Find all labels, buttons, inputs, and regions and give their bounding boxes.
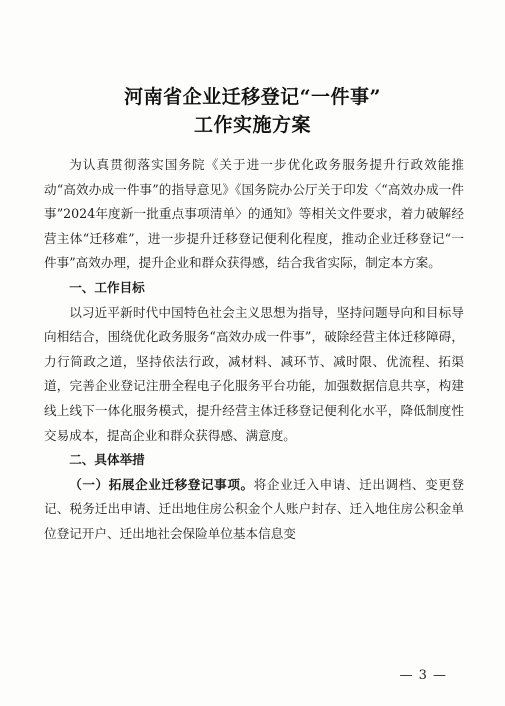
page-number: — 3 — [399,668,447,683]
section2-item1 [44,473,464,547]
section2-item1-label: （一）拓展企业迁移登记事项。 [69,476,254,492]
section1-paragraph: 以习近平新时代中国特色社会主义思想为指导，坚持问题导向和目标导向相结合，围绕优化政务服务“高效办成一件事”，破除经营主体迁移障碍，力行简政之道，坚持依法行政，减材料、减环节、减时限、优流程、拓渠道，完善企业登记注册全程电子化服务平台功能，加强数据信息共享，构建线上线下一体化服务模式，提升经营主体迁移登记便利化水平，降低制度性交易成本，提高企业和群众获得感、满意度。 [44,304,464,443]
section2-heading: 二、具体举措 [69,452,145,468]
section1-heading: 一、工作目标 [69,279,145,295]
document-title-line2: 工作实施方案 [193,114,311,136]
intro-paragraph: 为认真贯彻落实国务院《关于进一步优化政务服务提升行政效能推动“高效办成一件事”的指导意见》《国务院办公厅关于印发〈“高效办成一件事”2024年度新一批重点事项清单〉的通知》等相关文件要求，着力破解经营主体“迁移难”，进一步提升迁移登记便利化程度，推动企业迁移登记“一件事”高效办理，提升企业和群众获得感，结合我省实际，制定本方案。 [44,157,464,271]
document-title-line1: 河南省企业迁移登记“一件事” [124,86,381,108]
document-body [44,153,464,547]
section2-item1-text: 将企业迁入申请、迁出调档、变更登记、税务迁出申请、迁出地住房公积金个人账户封存、迁入地住房公积金单位登记开户、迁出地社会保险单位基本信息变 [44,476,465,541]
